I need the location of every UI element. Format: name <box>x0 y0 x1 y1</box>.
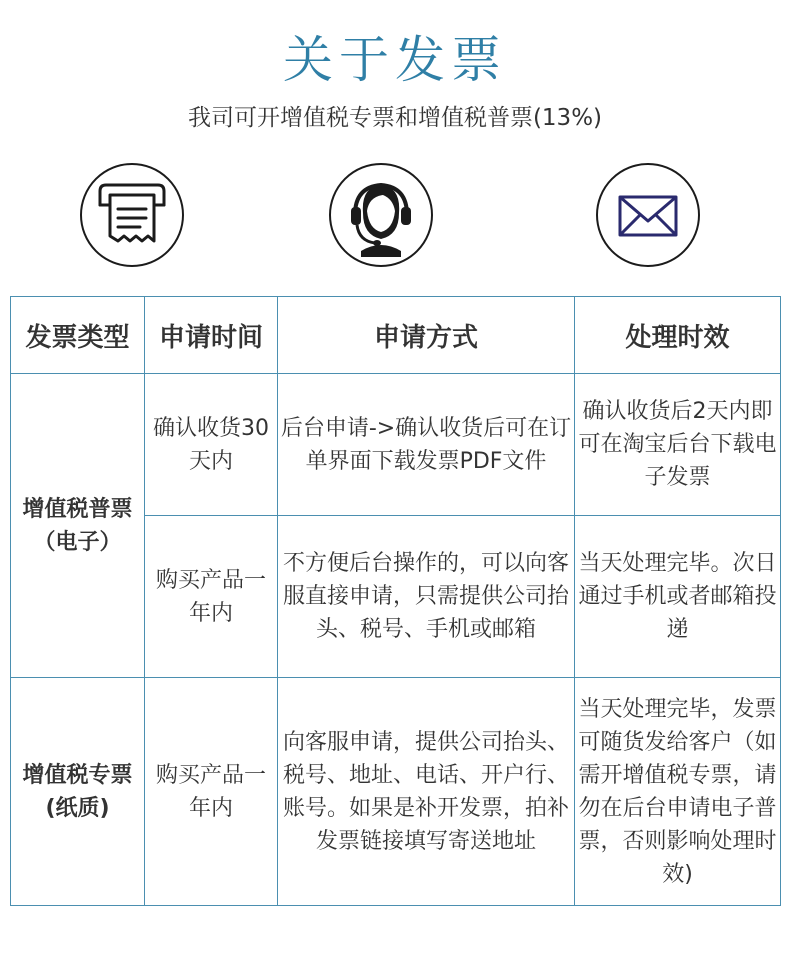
invoice-type-cell: 增值税专票(纸质) <box>11 678 145 906</box>
invoice-info-table <box>10 296 781 906</box>
apply-time-cell: 购买产品一年内 <box>145 678 278 906</box>
receipt-printer-icon <box>80 163 184 267</box>
invoice-type-cell: 增值税普票（电子） <box>11 374 145 678</box>
header-processing-time: 处理时效 <box>575 297 781 374</box>
apply-time-cell: 确认收货30天内 <box>145 374 278 516</box>
customer-service-headset-icon <box>329 163 433 267</box>
processing-time-cell: 当天处理完毕。次日通过手机或者邮箱投递 <box>575 516 781 678</box>
table-row <box>11 678 781 906</box>
envelope-icon <box>596 163 700 267</box>
table-row <box>11 374 781 516</box>
table-header-row <box>11 297 781 374</box>
apply-method-cell: 向客服申请，提供公司抬头、税号、地址、电话、开户行、账号。如果是补开发票，拍补发票链接填写寄送地址 <box>278 678 575 906</box>
apply-time-cell: 购买产品一年内 <box>145 516 278 678</box>
apply-method-cell: 不方便后台操作的，可以向客服直接申请，只需提供公司抬头、税号、手机或邮箱 <box>278 516 575 678</box>
header-apply-time: 申请时间 <box>145 297 278 374</box>
processing-time-cell: 确认收货后2天内即可在淘宝后台下载电子发票 <box>575 374 781 516</box>
apply-method-cell: 后台申请->确认收货后可在订单界面下载发票PDF文件 <box>278 374 575 516</box>
header-invoice-type: 发票类型 <box>11 297 145 374</box>
page-title: 关于发票 <box>283 31 507 89</box>
processing-time-cell: 当天处理完毕，发票可随货发给客户（如需开增值税专票，请勿在后台申请电子普票，否则影响处理时效) <box>575 678 781 906</box>
header-apply-method: 申请方式 <box>278 297 575 374</box>
page-subtitle: 我司可开增值税专票和增值税普票(13%) <box>187 105 603 131</box>
